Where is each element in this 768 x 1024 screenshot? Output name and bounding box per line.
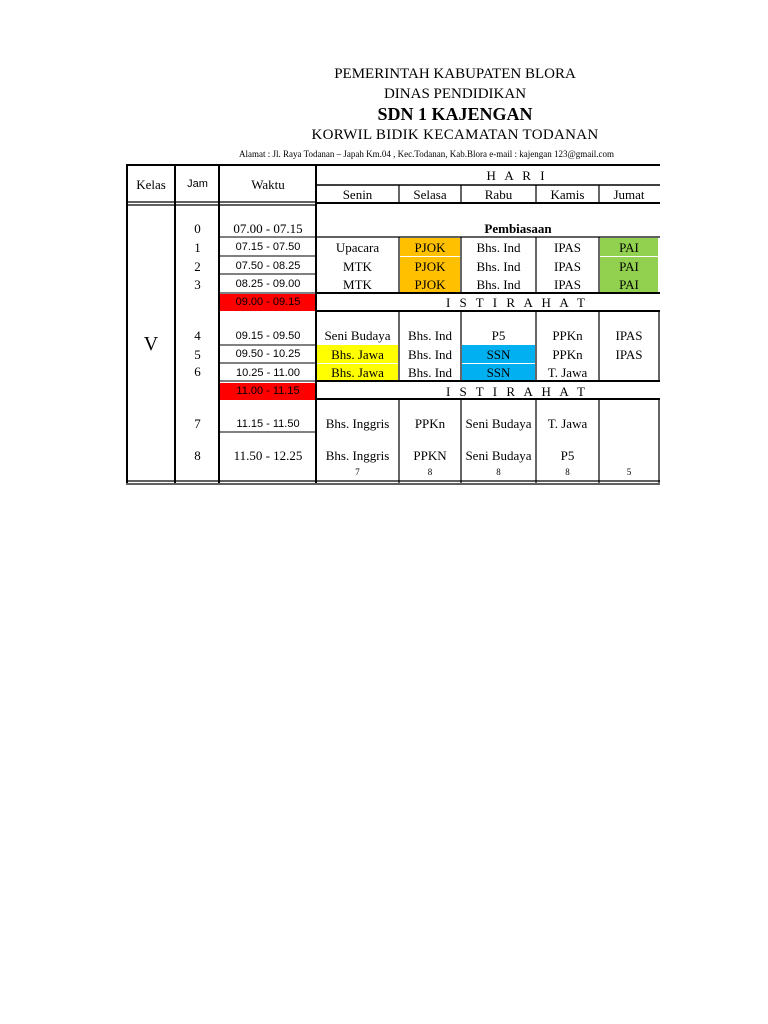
waktu-3: 08.25 - 09.00: [235, 277, 301, 290]
jam-5: 5: [194, 346, 201, 362]
total-senin: 7: [355, 467, 360, 477]
kelas-value: V: [143, 333, 159, 355]
waktu-4: 09.15 - 09.50: [235, 329, 301, 342]
total-selasa: 8: [427, 467, 433, 477]
jam-2: 2: [194, 258, 201, 274]
waktu-break-2: 11.00 - 11.15: [220, 383, 316, 400]
subject-r8-kamis: P5: [560, 447, 575, 463]
subject-r2-rabu: Bhs. Ind: [476, 258, 521, 274]
subject-r6-kamis: T. Jawa: [547, 365, 588, 380]
jam-1: 1: [194, 239, 201, 255]
waktu-7: 11.15 - 11.50: [236, 417, 300, 430]
subject-r3-senin: MTK: [343, 276, 372, 292]
subject-r4-jumat: IPAS: [615, 327, 643, 343]
school-name: SDN 1 KAJENGAN: [377, 104, 533, 124]
waktu-1: 07.15 - 07.50: [235, 240, 301, 253]
subject-r8-rabu: Seni Budaya: [465, 447, 532, 463]
waktu-0: 07.00 - 07.15: [233, 220, 303, 236]
subject-r5-kamis: PPKn: [552, 346, 583, 362]
jam-0: 0: [194, 220, 201, 236]
subject-r4-kamis: PPKn: [552, 327, 583, 343]
waktu-2: 07.50 - 08.25: [235, 259, 301, 272]
header-hari: H A R I: [486, 168, 548, 183]
header-waktu: Waktu: [251, 176, 285, 192]
waktu-5: 09.50 - 10.25: [235, 347, 301, 360]
waktu-break-1: 09.00 - 09.15: [220, 294, 316, 311]
day-selasa: Selasa: [413, 187, 447, 202]
header-jam: Jam: [187, 177, 208, 190]
subject-r3-selasa: PJOK: [400, 275, 460, 293]
jam-4: 4: [194, 327, 201, 343]
subject-r8-selasa: PPKN: [413, 447, 447, 463]
subject-r6-senin: Bhs. Jawa: [317, 364, 398, 381]
subject-r2-kamis: IPAS: [554, 258, 581, 274]
subject-r2-jumat: PAI: [600, 257, 658, 275]
subject-r1-senin: Upacara: [335, 239, 380, 255]
istirahat-2: I S T I R A H A T: [445, 384, 589, 399]
subject-r7-kamis: T. Jawa: [547, 415, 588, 431]
day-senin: Senin: [342, 187, 373, 202]
subject-r3-rabu: Bhs. Ind: [476, 276, 521, 292]
day-jumat: Jumat: [613, 187, 645, 202]
subject-r2-senin: MTK: [343, 258, 372, 274]
header-line-2: DINAS PENDIDIKAN: [383, 86, 527, 102]
subject-r7-rabu: Seni Budaya: [465, 415, 532, 431]
jam-7: 7: [194, 415, 201, 431]
subject-r4-senin: Seni Budaya: [324, 327, 391, 343]
subject-r7-senin: Bhs. Inggris: [325, 415, 390, 431]
subject-r5-selasa: Bhs. Ind: [407, 346, 453, 362]
subject-r6-selasa: Bhs. Ind: [407, 365, 453, 380]
jam-6: 6: [194, 363, 201, 379]
subject-r5-jumat: IPAS: [615, 346, 643, 362]
subject-r1-kamis: IPAS: [554, 239, 581, 255]
subject-r1-jumat: PAI: [600, 238, 658, 256]
total-jumat: 5: [626, 467, 632, 477]
jam-8: 8: [194, 447, 201, 463]
istirahat-1: I S T I R A H A T: [445, 295, 589, 310]
total-rabu: 8: [496, 467, 501, 477]
total-kamis: 8: [565, 467, 570, 477]
subject-r1-rabu: Bhs. Ind: [476, 239, 521, 255]
pembiasaan-label: Pembiasaan: [484, 220, 552, 236]
school-address: Alamat : Jl. Raya Todanan – Japah Km.04 , Kec.Todanan, Kab.Blora e-mail : kajengan 123@gmail.com: [239, 149, 615, 159]
subject-r8-senin: Bhs. Inggris: [325, 447, 390, 463]
waktu-6: 10.25 - 11.00: [235, 366, 300, 379]
header-line-4: KORWIL BIDIK KECAMATAN TODANAN: [311, 127, 599, 143]
subject-r3-jumat: PAI: [600, 275, 658, 293]
subject-r5-rabu: SSN: [462, 345, 535, 363]
waktu-8: 11.50 - 12.25: [233, 447, 303, 463]
subject-r5-senin: Bhs. Jawa: [317, 345, 398, 363]
subject-r7-selasa: PPKn: [414, 415, 446, 431]
header-line-1: PEMERINTAH KABUPATEN BLORA: [334, 66, 576, 82]
subject-r4-selasa: Bhs. Ind: [407, 327, 453, 343]
day-kamis: Kamis: [550, 187, 585, 202]
jam-3: 3: [194, 276, 201, 292]
header-kelas: Kelas: [136, 176, 166, 192]
subject-r4-rabu: P5: [491, 327, 506, 343]
subject-r3-kamis: IPAS: [554, 276, 581, 292]
day-rabu: Rabu: [484, 187, 513, 202]
subject-r1-selasa: PJOK: [400, 238, 460, 256]
subject-r6-rabu: SSN: [462, 364, 535, 381]
subject-r2-selasa: PJOK: [400, 257, 460, 275]
